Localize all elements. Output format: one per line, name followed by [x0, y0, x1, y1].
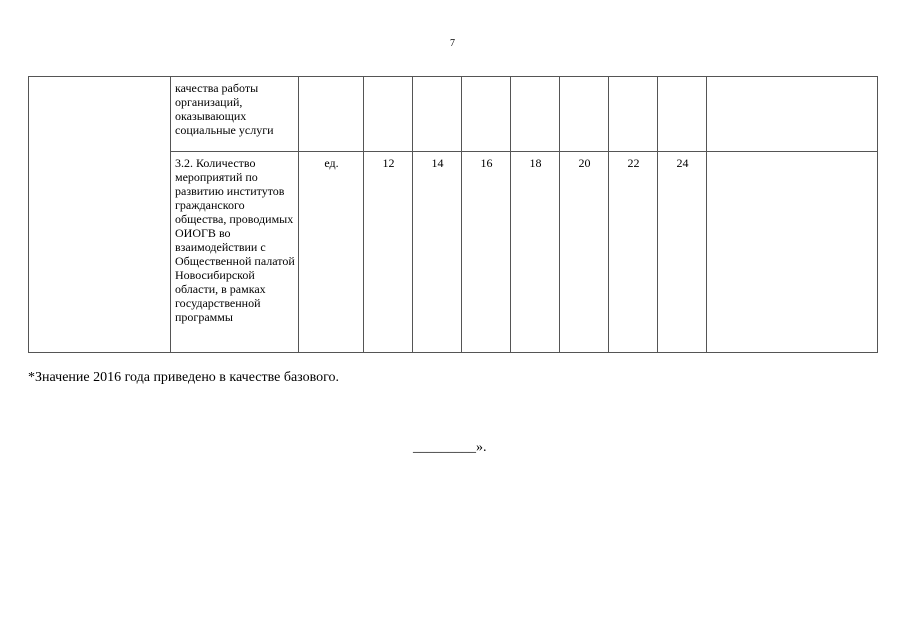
- value-cell: [609, 77, 658, 152]
- value-cell: 24: [658, 152, 707, 353]
- value-cell: 20: [560, 152, 609, 353]
- value-cell: 16: [462, 152, 511, 353]
- footnote: *Значение 2016 года приведено в качестве базового.: [28, 370, 340, 385]
- value-cell: [511, 77, 560, 152]
- table-row: [29, 77, 878, 152]
- goal-cell: [29, 77, 171, 353]
- value-cell: [462, 77, 511, 152]
- indicator-cell: 3.2. Количество мероприятий по развитию институтов гражданского общества, проводимых ОИОГВ во взаимодействии с Общественной палатой Новосибирской области, в рамках государственной программы: [171, 152, 299, 353]
- closing-mark: _________».: [413, 440, 487, 455]
- indicators-table: [28, 76, 878, 353]
- value-cell: [658, 77, 707, 152]
- unit-cell: [299, 77, 364, 152]
- value-cell: 18: [511, 152, 560, 353]
- note-cell: [707, 77, 878, 152]
- value-cell: 22: [609, 152, 658, 353]
- page-number: 7: [450, 38, 455, 49]
- value-cell: [560, 77, 609, 152]
- value-cell: 14: [413, 152, 462, 353]
- value-cell: 12: [364, 152, 413, 353]
- note-cell: [707, 152, 878, 353]
- value-cell: [364, 77, 413, 152]
- indicator-cell: качества работы организаций, оказывающих социальные услуги: [171, 77, 299, 152]
- value-cell: [413, 77, 462, 152]
- unit-cell: ед.: [299, 152, 364, 353]
